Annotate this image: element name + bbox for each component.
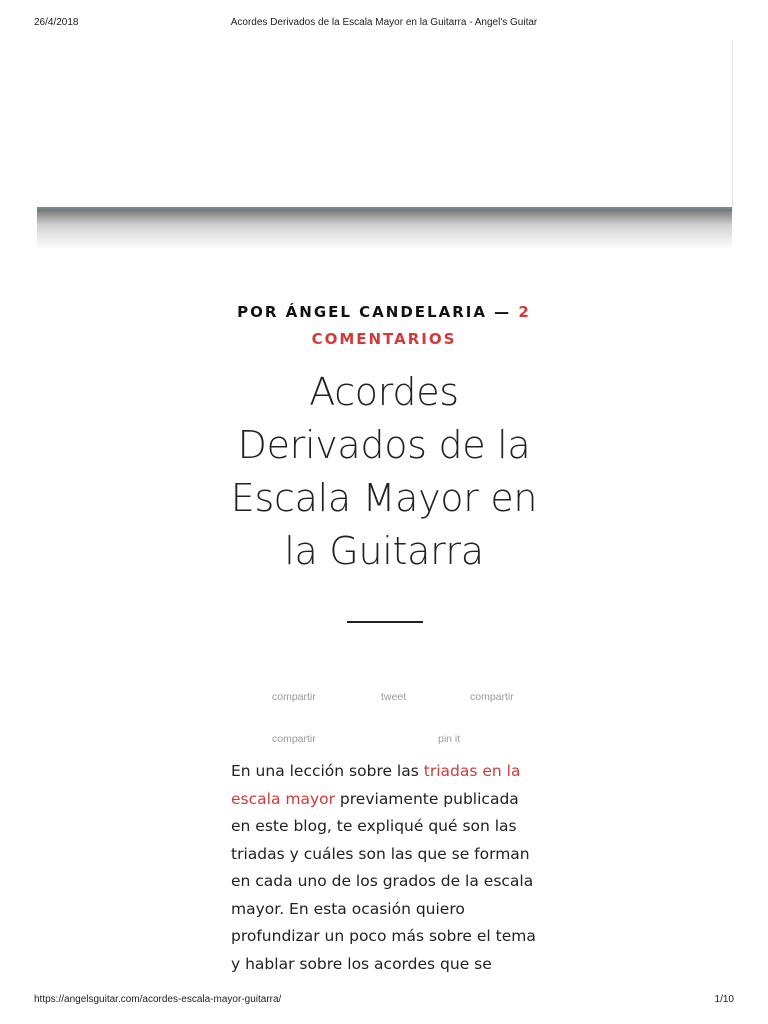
print-page-number: 1/10 xyxy=(714,994,734,1005)
post-body-paragraph xyxy=(231,758,541,978)
share-pinterest-link[interactable]: pin it xyxy=(438,733,461,745)
post-title-line: Derivados de la xyxy=(237,423,531,467)
post-title-line: Acordes xyxy=(309,370,459,414)
print-url: https://angelsguitar.com/acordes-escala-mayor-guitarra/ xyxy=(34,994,282,1005)
body-text-start: En una lección sobre las xyxy=(231,762,424,780)
header-shadow xyxy=(37,209,732,249)
print-date: 26/4/2018 xyxy=(34,17,79,28)
byline-author[interactable]: POR ÁNGEL CANDELARIA xyxy=(237,303,487,321)
title-divider xyxy=(347,621,423,623)
triadas-link[interactable]: triadas en la escala mayor xyxy=(231,762,521,808)
print-footer xyxy=(0,994,768,1008)
page-edge xyxy=(732,40,733,210)
share-compartir-link-2[interactable]: compartir xyxy=(272,733,316,745)
body-text-rest: previamente publicada en este blog, te expliqué qué son las triadas y cuáles son las que se forman en cada uno de los grados de la escala mayor. En esta ocasión quiero profundizar un poco más sobre el tema y hablar sobre los acordes que se xyxy=(231,789,536,973)
post-title xyxy=(184,366,584,578)
comments-label-link[interactable]: COMENTARIOS xyxy=(311,330,457,348)
print-header xyxy=(0,17,768,31)
print-page-title: Acordes Derivados de la Escala Mayor en la Guitarra - Angel's Guitar xyxy=(230,17,538,28)
share-tweet-link[interactable]: tweet xyxy=(381,691,407,703)
post-title-line: la Guitarra xyxy=(284,529,484,573)
share-compartir-link[interactable]: compartir xyxy=(470,691,514,703)
post-title-line: Escala Mayor en xyxy=(230,476,538,520)
byline-separator: — xyxy=(494,303,512,321)
share-facebook-link[interactable]: compartir xyxy=(272,691,316,703)
comments-count-link[interactable]: 2 xyxy=(518,303,531,321)
post-byline xyxy=(184,299,584,353)
site-header-band xyxy=(37,40,732,208)
